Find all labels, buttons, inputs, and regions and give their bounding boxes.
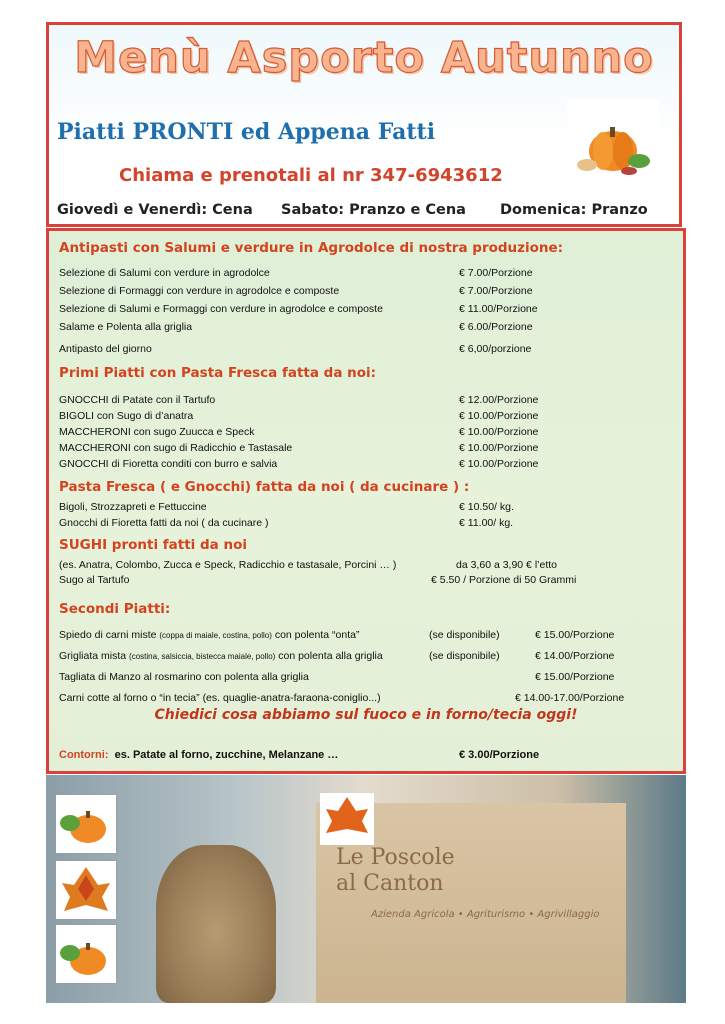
- callout-text: Chiedici cosa abbiamo sul fuoco e in forno/tecia oggi!: [154, 707, 578, 723]
- plant-image: [156, 845, 276, 1003]
- menu-row: [59, 517, 679, 531]
- item-detail: (costina, salsiccia, bistecca maiale, pollo): [129, 652, 276, 661]
- subtitle: Piatti PRONTI ed Appena Fatti: [57, 119, 436, 145]
- item-price: € 10.00/Porzione: [459, 458, 539, 470]
- menu-row: [59, 559, 679, 573]
- item-price: € 14.00-17.00/Porzione: [515, 692, 625, 704]
- brand-line-2: al Canton: [336, 871, 444, 896]
- item-note: (se disponibile): [429, 650, 500, 662]
- menu-row: [59, 303, 679, 317]
- leaf-icon: [320, 793, 374, 845]
- contorni-row: [59, 749, 679, 763]
- item-price: € 5.50 / Porzione di 50 Grammi: [431, 574, 577, 586]
- item-price: € 15.00/Porzione: [535, 629, 615, 641]
- menu-row: [59, 267, 679, 281]
- item-price: € 11.00/ kg.: [459, 517, 514, 529]
- item-name: Tagliata di Manzo al rosmarino con polenta alla griglia: [59, 671, 309, 683]
- item-price: € 11.00/Porzione: [459, 303, 538, 315]
- menu-title: Menù Asporto Autunno: [74, 33, 654, 83]
- item-name: Bigoli, Strozzapreti e Fettuccine: [59, 501, 207, 513]
- item-name: MACCHERONI con sugo di Radicchio e Tastasale: [59, 442, 293, 454]
- menu-row: [59, 343, 679, 357]
- menu-row: [59, 671, 679, 685]
- menu-row: [59, 426, 679, 440]
- schedule-sat: Sabato: Pranzo e Cena: [281, 202, 466, 218]
- item-name: GNOCCHI di Fioretta conditi con burro e salvia: [59, 458, 278, 470]
- menu-row: [59, 692, 679, 706]
- item-name: [59, 629, 359, 641]
- menu-row: [59, 629, 679, 643]
- menu-row: [59, 321, 679, 335]
- item-price: € 3.00/Porzione: [459, 749, 540, 761]
- item-name: Salame e Polenta alla griglia: [59, 321, 193, 333]
- item-price: € 10.50/ kg.: [459, 501, 514, 513]
- item-name: [59, 650, 383, 662]
- item-name: GNOCCHI di Patate con il Tartufo: [59, 394, 216, 406]
- item-name: Gnocchi di Fioretta fatti da noi ( da cucinare ): [59, 517, 269, 529]
- brand-line-1: Le Poscole: [336, 845, 455, 870]
- item-price: € 14.00/Porzione: [535, 650, 615, 662]
- antipasti-heading: Antipasti con Salumi e verdure in Agrodolce di nostra produzione:: [59, 240, 564, 256]
- item-price: da 3,60 a 3,90 € l’etto: [456, 559, 557, 571]
- item-price: € 15.00/Porzione: [535, 671, 615, 683]
- schedule-sun: Domenica: Pranzo: [500, 202, 648, 218]
- sughi-heading: SUGHI pronti fatti da noi: [59, 537, 247, 553]
- item-detail: (coppa di maiale, costina, pollo): [159, 631, 272, 640]
- item-main: Grigliata mista: [59, 650, 127, 662]
- menu-row: [59, 394, 679, 408]
- item-name: BIGOLI con Sugo di d’anatra: [59, 410, 194, 422]
- primi-heading: Primi Piatti con Pasta Fresca fatta da noi:: [59, 365, 377, 381]
- item-name: Sugo al Tartufo: [59, 574, 130, 586]
- brand-subtitle: Azienda Agricola • Agriturismo • Agrivillaggio: [371, 909, 600, 920]
- item-price: € 6.00/Porzione: [459, 321, 533, 333]
- menu-row: [59, 574, 679, 588]
- header-box: [46, 22, 682, 227]
- item-name: (es. Anatra, Colombo, Zucca e Speck, Radicchio e tastasale, Porcini … ): [59, 559, 397, 571]
- item-name: Selezione di Salumi e Formaggi con verdure in agrodolce e composte: [59, 303, 383, 315]
- menu-row: [59, 458, 679, 472]
- item-price: € 12.00/Porzione: [459, 394, 539, 406]
- menu-row: [59, 650, 679, 664]
- phone-line: Chiama e prenotali al nr 347-6943612: [119, 165, 503, 186]
- menu-row: [59, 442, 679, 456]
- brand-logo: [336, 845, 455, 897]
- item-name: MACCHERONI con sugo Zuucca e Speck: [59, 426, 255, 438]
- pumpkin-icon: [56, 795, 116, 853]
- item-tail: con polenta alla griglia: [278, 650, 383, 662]
- contorni-label: Contorni:: [59, 749, 109, 761]
- item-price: € 7.00/Porzione: [459, 267, 533, 279]
- pumpkin-icon: [567, 99, 659, 189]
- item-name: Carni cotte al forno o “in tecia” (es. quaglie-anatra-faraona-coniglio...): [59, 692, 381, 704]
- menu-row: [59, 285, 679, 299]
- item-name: Selezione di Formaggi con verdure in agrodolce e composte: [59, 285, 340, 297]
- item-note: (se disponibile): [429, 629, 500, 641]
- item-price: € 7.00/Porzione: [459, 285, 533, 297]
- item-tail: con polenta “onta”: [274, 629, 360, 641]
- item-price: € 10.00/Porzione: [459, 410, 539, 422]
- item-main: Spiedo di carni miste: [59, 629, 157, 641]
- leaves-icon: [56, 861, 116, 919]
- secondi-heading: Secondi Piatti:: [59, 601, 171, 617]
- schedule-thu-fri: Giovedì e Venerdì: Cena: [57, 202, 253, 218]
- contorni-desc: es. Patate al forno, zucchine, Melanzane …: [114, 749, 339, 761]
- pasta-fresca-heading: Pasta Fresca ( e Gnocchi) fatta da noi ( da cucinare ) :: [59, 479, 470, 495]
- menu-row: [59, 410, 679, 424]
- item-name: Selezione di Salumi con verdure in agrodolce: [59, 267, 270, 279]
- contorni-text: [59, 749, 338, 761]
- item-name: Antipasto del giorno: [59, 343, 152, 355]
- photo-banner: [46, 775, 686, 1003]
- menu-row: [59, 501, 679, 515]
- item-price: € 6,00/porzione: [459, 343, 532, 355]
- item-price: € 10.00/Porzione: [459, 442, 539, 454]
- item-price: € 10.00/Porzione: [459, 426, 539, 438]
- menu-box: [46, 228, 686, 774]
- pumpkin-icon: [56, 925, 116, 983]
